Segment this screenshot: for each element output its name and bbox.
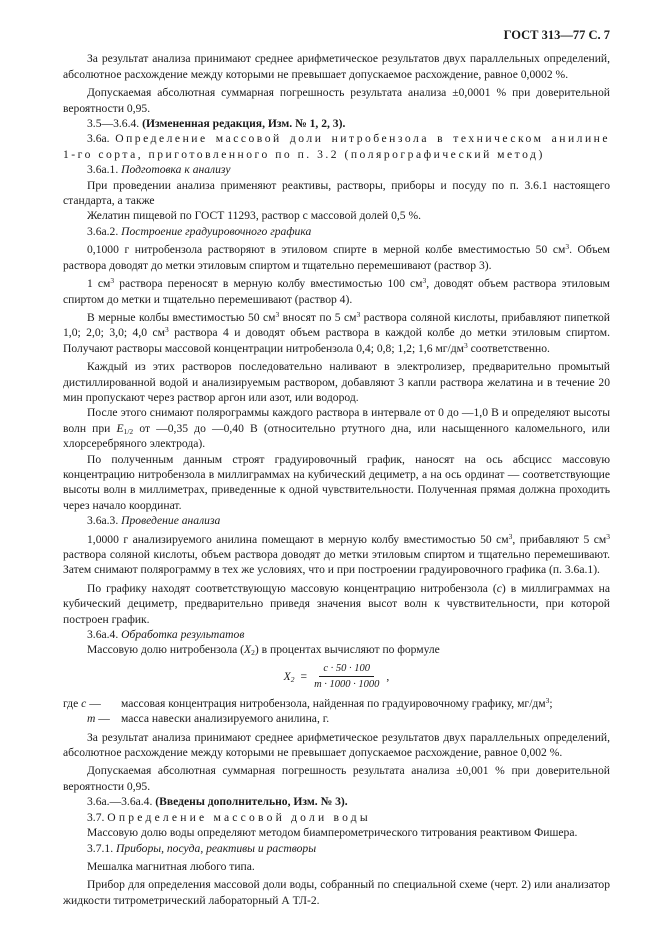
clause-number: 3.6а.3.	[87, 514, 119, 528]
formula-denominator: m · 1000 · 1000	[314, 679, 380, 691]
clause-number: 3.6а.1.	[87, 163, 119, 177]
amendment-note: (Введены дополнительно, Изм. № 3).	[155, 795, 348, 809]
formula-fraction	[310, 662, 383, 691]
paragraph-graph: По полученным данным строят градуировочный график, наносят на ось абсцисс массовую концентрацию нитробензола в миллиграммах на кубический дециметр, а на ось ординат — соответствующие высоты волн в миллиметрах, приведенные к одной чувствительности. Полученная прямая должна проходить через начало координат.	[63, 452, 610, 512]
clause-number: 3.6а.—3.6а.4.	[87, 795, 153, 809]
paragraph-error-1: Допускаемая абсолютная суммарная погрешность результата анализа ±0,0001 % при доверительной вероятности 0,95.	[63, 86, 610, 115]
clause-number: 3.7.	[87, 810, 105, 824]
page-header: ГОСТ 313—77 С. 7	[503, 28, 610, 42]
subsection-title: Подготовка к анализу	[121, 163, 231, 177]
paragraph-fischer: Массовую долю воды определяют методом биамперометрического титрования реактивом Фишера.	[87, 826, 578, 840]
where-c: где c — массовая концентрация нитробензола, найденная по градуировочному графику, $мг/дм^3$;	[63, 695, 553, 710]
paragraph-gelatin: Желатин пищевой по ГОСТ 11293, раствор с массовой долей 0,5 %.	[87, 209, 422, 223]
paragraph-formula-intro: Массовую долю нитробензола $(X_2)$ в процентах вычисляют по формуле	[87, 643, 440, 658]
section-heading-nitrobenzene	[63, 131, 610, 162]
subsection-results	[63, 627, 610, 642]
formula-numerator: c · 50 · 100	[319, 662, 374, 677]
formula-equals: =	[300, 670, 308, 684]
section-title: Определение массовой доли нитробензола в техническом анилине 1-го сорта, приготовленного по п. 3.2 (полярографический метод)	[63, 132, 611, 161]
paragraph-solution-4: 1 $см^3$ раствора переносят в мерную колбу вместимостью 100 $см^3$, доводят объем раствора этиловым спиртом до метки и тщательно перемешивают (раствор 4).	[63, 276, 610, 306]
paragraph-concentration: По графику находят соответствующую массовую концентрацию нитробензола (c) в миллиграммах на кубический дециметр, предварительно приведя значения высот волн к чувствительности, при которой построен график.	[63, 581, 610, 626]
subsection-analysis	[63, 513, 610, 528]
where-m: m — масса навески анализируемого анилина, г.	[87, 712, 330, 726]
paragraph-electrolyzer: Каждый из этих растворов последовательно наливают в электролизер, предварительно промытый дистиллированной водой и анализируемым раствором, добавляют 3 капли раствора желатина и в течение 20 мин пропускают через раствор аргон или азот, или водород.	[63, 360, 610, 404]
section-heading-water	[63, 810, 610, 825]
document-page	[63, 28, 610, 908]
subsection-title: Проведение анализа	[121, 514, 221, 528]
clause-number: 3.6а.2.	[87, 224, 119, 238]
amendment-note: (Измененная редакция, Изм. № 1, 2, 3).	[142, 117, 346, 131]
paragraph-flasks: В мерные колбы вместимостью 50 $см^3$ вносят по 5 $см^3$ раствора соляной кислоты, прибавляют пипеткой 1,0; 2,0; 3,0; 4,0 $см^3$ раствора 4 и доводят объем раствора в каждой колбе до метки этиловым спиртом. Получают растворы массовой концентрации нитробензола 0,4; 0,8; 1,2; 1,6 $мг/дм^3$ соответственно.	[63, 309, 610, 355]
subsection-title: Обработка результатов	[121, 628, 245, 642]
paragraph-error-2: Допускаемая абсолютная суммарная погрешность результата анализа ±0,001 % при доверительной вероятности 0,95.	[63, 764, 610, 793]
paragraph-apparatus: Прибор для определения массовой доли воды, собранный по специальной схеме (черт. 2) или анализатор жидкости титрометрический лабораторный А ТЛ-2.	[63, 878, 610, 907]
clause-number: 3.7.1.	[87, 841, 114, 855]
clause-number: 3.6а.4.	[87, 628, 119, 642]
clause-number: 3.6а.	[87, 132, 110, 146]
paragraph-amendment-2	[63, 794, 610, 809]
section-title: Определение массовой доли воды	[107, 810, 371, 824]
formula-lhs: $X_2$	[283, 670, 295, 685]
subsection-instruments	[63, 841, 610, 856]
paragraph-result-2: За результат анализа принимают среднее арифметическое результатов двух параллельных определений, абсолютное расхождение между которыми не превышает допускаемое расхождение, равное 0,002 %.	[63, 730, 610, 760]
paragraph-amendment-1	[63, 116, 610, 131]
paragraph-solution-3: 0,1000 г нитробензола растворяют в этиловом спирте в мерной колбе вместимостью 50 $см^3$. Объем раствора доводят до метки этиловым спиртом и тщательно перемешивают (раствор 3).	[63, 242, 610, 272]
subsection-title: Построение градуировочного графика	[121, 224, 312, 238]
paragraph-result-1: За результат анализа принимают среднее арифметическое результатов двух параллельных определений, абсолютное расхождение между которыми не превышает допускаемое расхождение, равное 0,0002 %.	[63, 52, 610, 81]
formula-tail: ,	[386, 670, 390, 684]
paragraph-reagents: При проведении анализа применяют реактивы, растворы, приборы и посуду по п. 3.6.1 настоящего стандарта, а также	[63, 178, 610, 208]
subsection-title: Приборы, посуда, реактивы и растворы	[116, 841, 317, 855]
subsection-calibration	[63, 224, 610, 239]
paragraph-aniline-sample: 1,0000 г анализируемого анилина помещают в мерную колбу вместимостью 50 $см^3$, прибавляют 5 $см^3$ раствора соляной кислоты, объем раствора доводят до метки этиловым спиртом и тщательно перемешивают. Затем снимают полярограмму в тех же условиях, что и при построении градуировочного графика (п. 3.6а.1).	[63, 531, 610, 577]
clause-number: 3.5—3.6.4.	[87, 117, 140, 131]
subsection-preparation	[63, 162, 610, 177]
paragraph-stirrer: Мешалка магнитная любого типа.	[87, 859, 255, 873]
formula-x2	[63, 660, 610, 694]
paragraph-polarograms: После этого снимают полярограммы каждого раствора в интервале от 0 до —1,0 В и определяют высоты волн при $E_{1/2}$ от —0,35 до —0,40 В (относительно ртутного дна, или насыщенного каломельного, или хлорсеребряного электрода).	[63, 406, 610, 451]
